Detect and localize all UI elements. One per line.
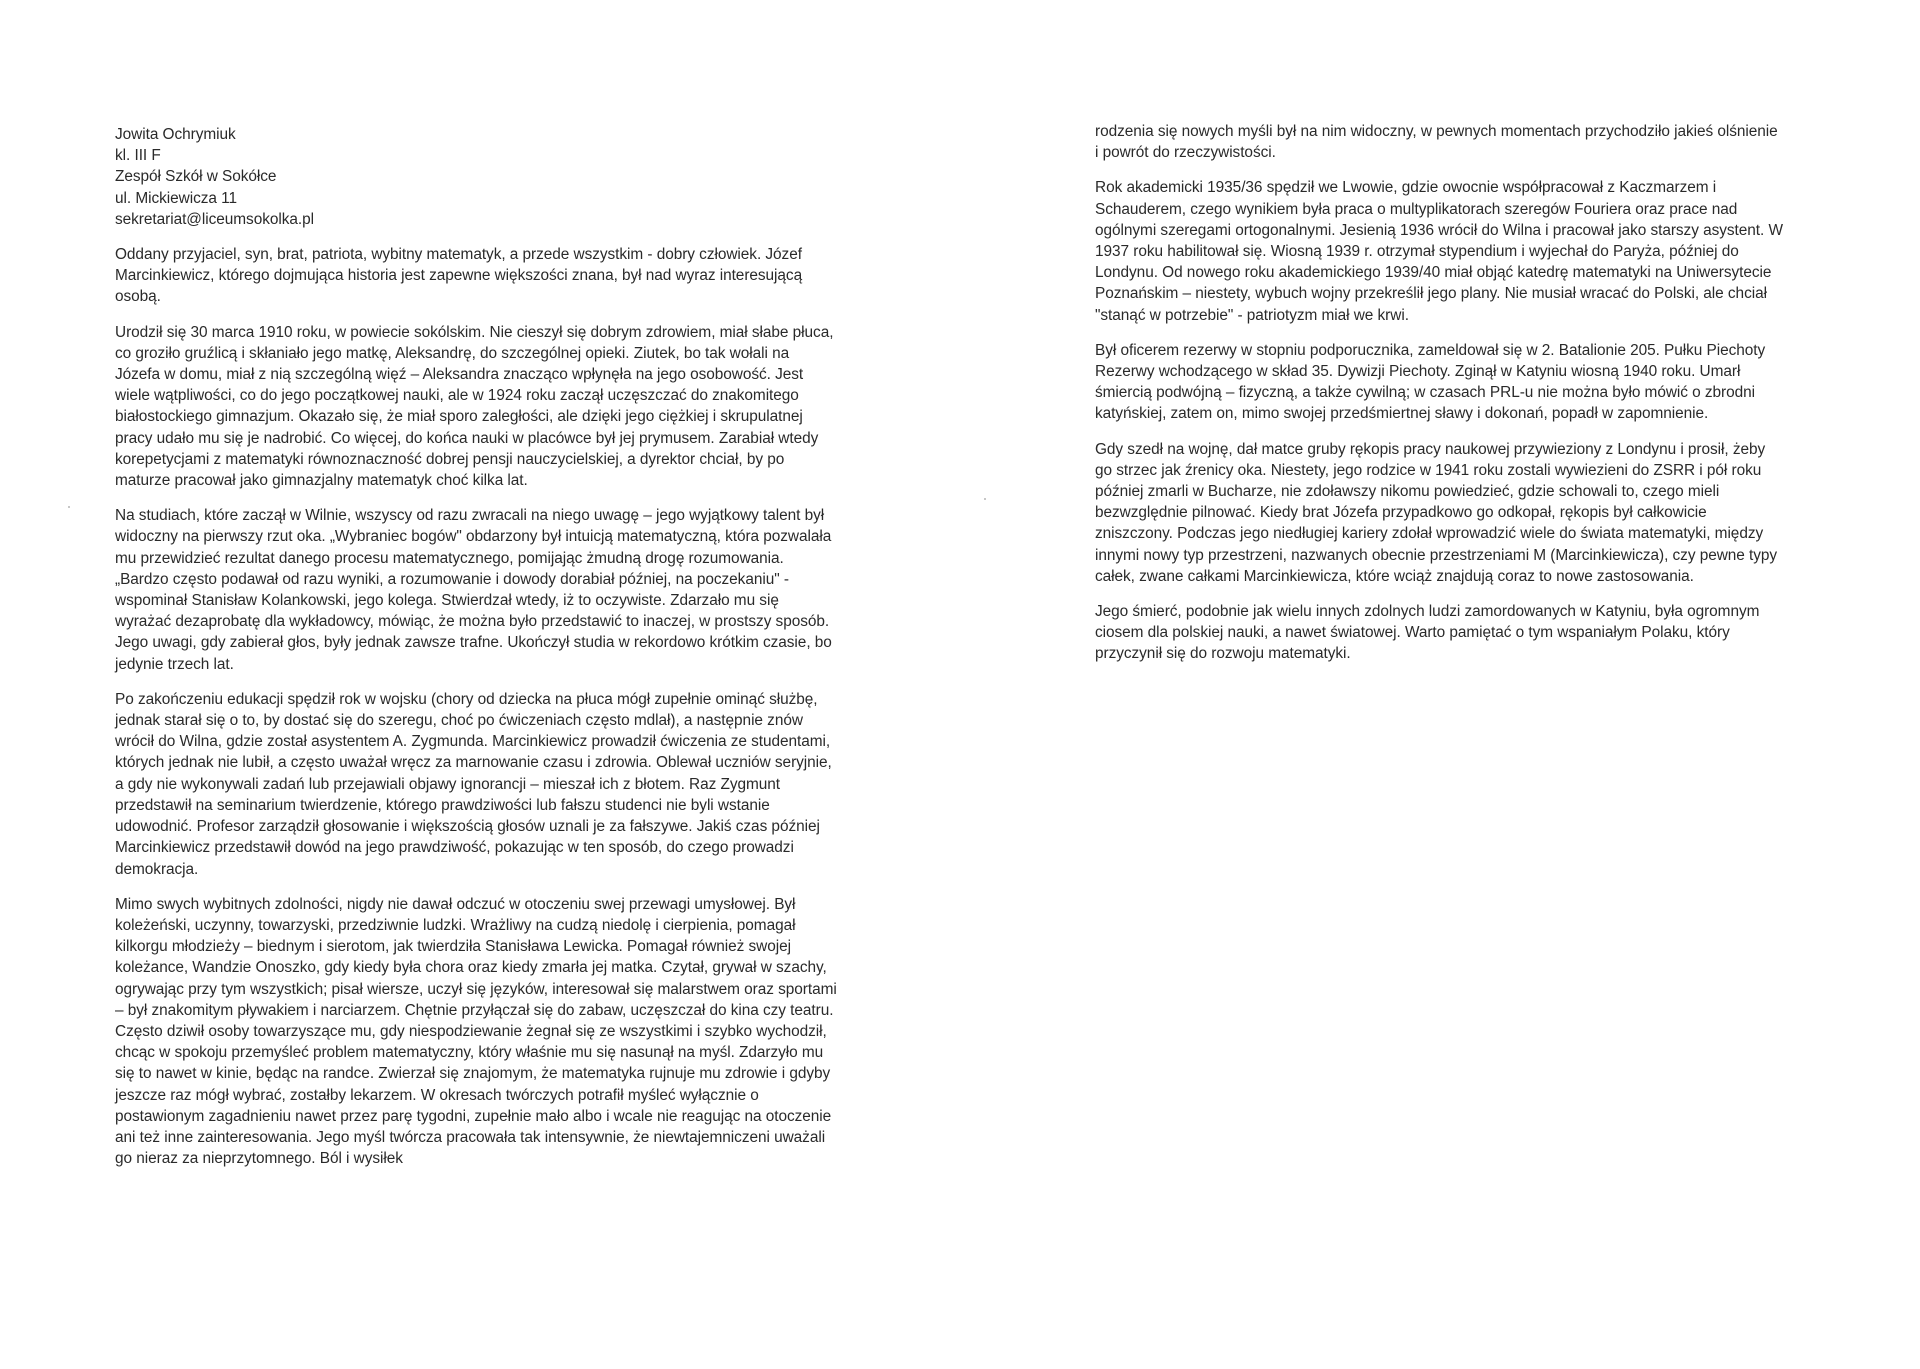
paragraph: Był oficerem rezerwy w stopniu podporucznika, zameldował się w 2. Batalionie 205. Pułku Piechoty Rezerwy wchodzącego w skład 35. Dywizji Piechoty. Zginął w Katyniu wiosną 1940 roku. Umarł śmiercią podwójną – fizyczną, a także cywilną; w czasach PRL-u nie można było mówić o zbrodni katyńskiej, zatem on, mimo swojej przedśmiertnej sławy i dokonań, popadł w zapomnienie. (1095, 341, 1766, 423)
author-class: kl. III F (115, 147, 161, 165)
school-email: sekretariat@liceumsokolka.pl (115, 210, 314, 228)
school-address: ul. Mickiewicza 11 (115, 189, 237, 207)
paragraph: Oddany przyjaciel, syn, brat, patriota, wybitny matematyk, a przede wszystkim - dobry człowiek. Józef Marcinkiewicz, którego dojmująca historia jest zapewne większości znana, był nad wyraz interesującą osobą. (115, 246, 803, 306)
paragraph: Po zakończeniu edukacji spędził rok w wojsku (chory od dziecka na płuca mógł zupełnie ominąć służbę, jednak starał się o to, by dostać się do szeregu, choć po ćwiczeniach często mdlał), a następnie znów wrócił do Wilna, gdzie został asystentem A. Zygmunda. Marcinkiewicz prowadził ćwiczenia ze studentami, których jednak nie lubił, a często uważał wręcz za marnowanie czasu i zdrowia. Oblewał uczniów seryjnie, a gdy nie wykonywali zadań lub przejawiali objawy ignorancji – mieszał ich z błotem. Raz Zygmunt przedstawił na seminarium twierdzenie, którego prawdziwości lub fałszu studenci nie byli wstanie udowodnić. Profesor zarządził głosowanie i większością głosów uznali je za fałszywe. Jakiś czas później Marcinkiewicz przedstawił dowód na jego prawdziwość, pokazując w ten sposób, do czego prowadzi demokracja. (115, 690, 832, 878)
left-text-column (115, 124, 837, 1183)
author-header (115, 124, 837, 230)
paragraph: Urodził się 30 marca 1910 roku, w powiecie sokólskim. Nie cieszył się dobrym zdrowiem, miał słabe płuca, co groziło gruźlicą i skłaniało jego matkę, Aleksandrę, do szczególnej opieki. Ziutek, bo tak wołali na Józefa w domu, miał z nią szczególną więź – Aleksandra znacząco wpłynęła na jego osobowość. Jest wiele wątpliwości, co do jego początkowej nauki, ale w 1924 roku zaczął uczęszczać do znakomitego białostockiego gimnazjum. Okazało się, że miał sporo zaległości, ale dzięki jego ciężkiej i skrupulatnej pracy udało mu się je nadrobić. Co więcej, do końca nauki w placówce był jej prymusem. Zarabiał wtedy korepetycjami z matematyki równoznaczność dobrej pensji nauczycielskiej, a dyrektor chciał, by po maturze pracował jako gimnazjalny matematyk choć kilka lat. (115, 323, 834, 490)
paragraph: Jego śmierć, podobnie jak wielu innych zdolnych ludzi zamordowanych w Katyniu, była ogromnym ciosem dla polskiej nauki, a nawet światowej. Warto pamiętać o tym wspaniałym Polaku, który przyczynił się do rozwoju matematyki. (1095, 603, 1760, 663)
paragraph: rodzenia się nowych myśli był na nim widoczny, w pewnych momentach przychodziło jakieś olśnienie i powrót do rzeczywistości. (1095, 123, 1778, 162)
right-page (960, 0, 1920, 1369)
right-text-column (1095, 121, 1785, 679)
paragraph: Na studiach, które zaczął w Wilnie, wszyscy od razu zwracali na niego uwagę – jego wyjątkowy talent był widoczny na pierwszy rzut oka. „Wybraniec bogów" obdarzony był intuicją matematyczną, która pozwalała mu przewidzieć rezultat danego procesu matematycznego, pomijając żmudną drogę rozumowania. „Bardzo często podawał od razu wyniki, a rozumowanie i dowody dorabiał później, na poczekaniu" - wspominał Stanisław Kolankowski, jego kolega. Stwierdzał wtedy, iż to oczywiste. Zdarzało mu się wyrażać dezaprobatę dla wykładowcy, mówiąc, że można było przedstawić to inaczej, w prostszy sposób. Jego uwagi, gdy zabierał głos, były jednak zawsze trafne. Ukończył studia w rekordowo krótkim czasie, bo jedynie trzech lat. (115, 507, 832, 673)
paragraph: Rok akademicki 1935/36 spędził we Lwowie, gdzie owocnie współpracował z Kaczmarzem i Schauderem, czego wynikiem była praca o multyplikatorach szeregów Fouriera oraz prace nad ogólnymi szeregami ortogonalnymi. Jesienią 1936 wrócił do Wilna i pracował jako starszy asystent. W 1937 roku habilitował się. Wiosną 1939 r. otrzymał stypendium i wyjechał do Paryża, później do Londynu. Od nowego roku akademickiego 1939/40 miał objąć katedrę matematyki na Uniwersytecie Poznańskim – niestety, wybuch wojny przekreślił jego plany. Nie musiał wracać do Polski, ale chciał "stanąć w potrzebie" - patriotyzm miał we krwi. (1095, 179, 1783, 324)
scan-speck (984, 498, 986, 500)
paragraph: Gdy szedł na wojnę, dał matce gruby rękopis pracy naukowej przywieziony z Londynu i prosił, żeby go strzec jak źrenicy oka. Niestety, jego rodzice w 1941 roku zostali wywiezieni do ZSRR i pół roku później zmarli w Bucharze, nie zdoławszy nikomu powiedzieć, gdzie schowali to, czego mieli bezwzględnie pilnować. Kiedy brat Józefa przypadkowo go odkopał, rękopis był całkowicie zniszczony. Podczas jego niedługiej kariery zdołał wprowadzić wiele do świata matematyki, między innymi nowy typ przestrzeni, nazwanych obecnie przestrzeniami M (Marcinkiewicza), czy pewne typy całek, zwane całkami Marcinkiewicza, które wciąż znajdują coraz to nowe zastosowania. (1095, 440, 1778, 585)
school-name: Zespół Szkół w Sokółce (115, 168, 277, 186)
paragraph: Mimo swych wybitnych zdolności, nigdy nie dawał odczuć w otoczeniu swej przewagi umysłowej. Był koleżeński, uczynny, towarzyski, przedziwnie ludzki. Wrażliwy na cudzą niedolę i cierpienia, pomagał kilkorgu młodzieży – biednym i sierotom, jak twierdziła Stanisława Lewicka. Pomagał również swojej koleżance, Wandzie Onoszko, gdy kiedy była chora oraz kiedy zmarła jej matka. Czytał, grywał w szachy, ogrywając przy tym wszystkich; pisał wiersze, uczył się języków, interesował się malarstwem oraz sportami – był znakomitym pływakiem i narciarzem. Chętnie przyłączał się do zabaw, uczęszczał do kina czy teatru. Często dziwił osoby towarzyszące mu, gdy niespodziewanie żegnał się ze wszystkimi i szybko wychodził, chcąc w spokoju przemyśleć problem matematyczny, który właśnie mu się nasunął na myśl. Zdarzyło mu się to nawet w kinie, będąc na randce. Zwierzał się znajomym, że matematyka rujnuje mu zdrowie i gdyby jeszcze raz mógł wybrać, zostałby lekarzem. W okresach twórczych potrafił myśleć wyłącznie o postawionym zagadnieniu nawet przez parę tygodni, zupełnie mało albo i wcale nie reagując na otoczenie ani też inne zainteresowania. Jego myśl twórcza pracowała tak intensywnie, że niewtajemniczeni uważali go nieraz za nieprzytomnego. Ból i wysiłek (115, 895, 837, 1168)
author-name: Jowita Ochrymiuk (115, 126, 236, 143)
scan-speck (68, 506, 70, 508)
